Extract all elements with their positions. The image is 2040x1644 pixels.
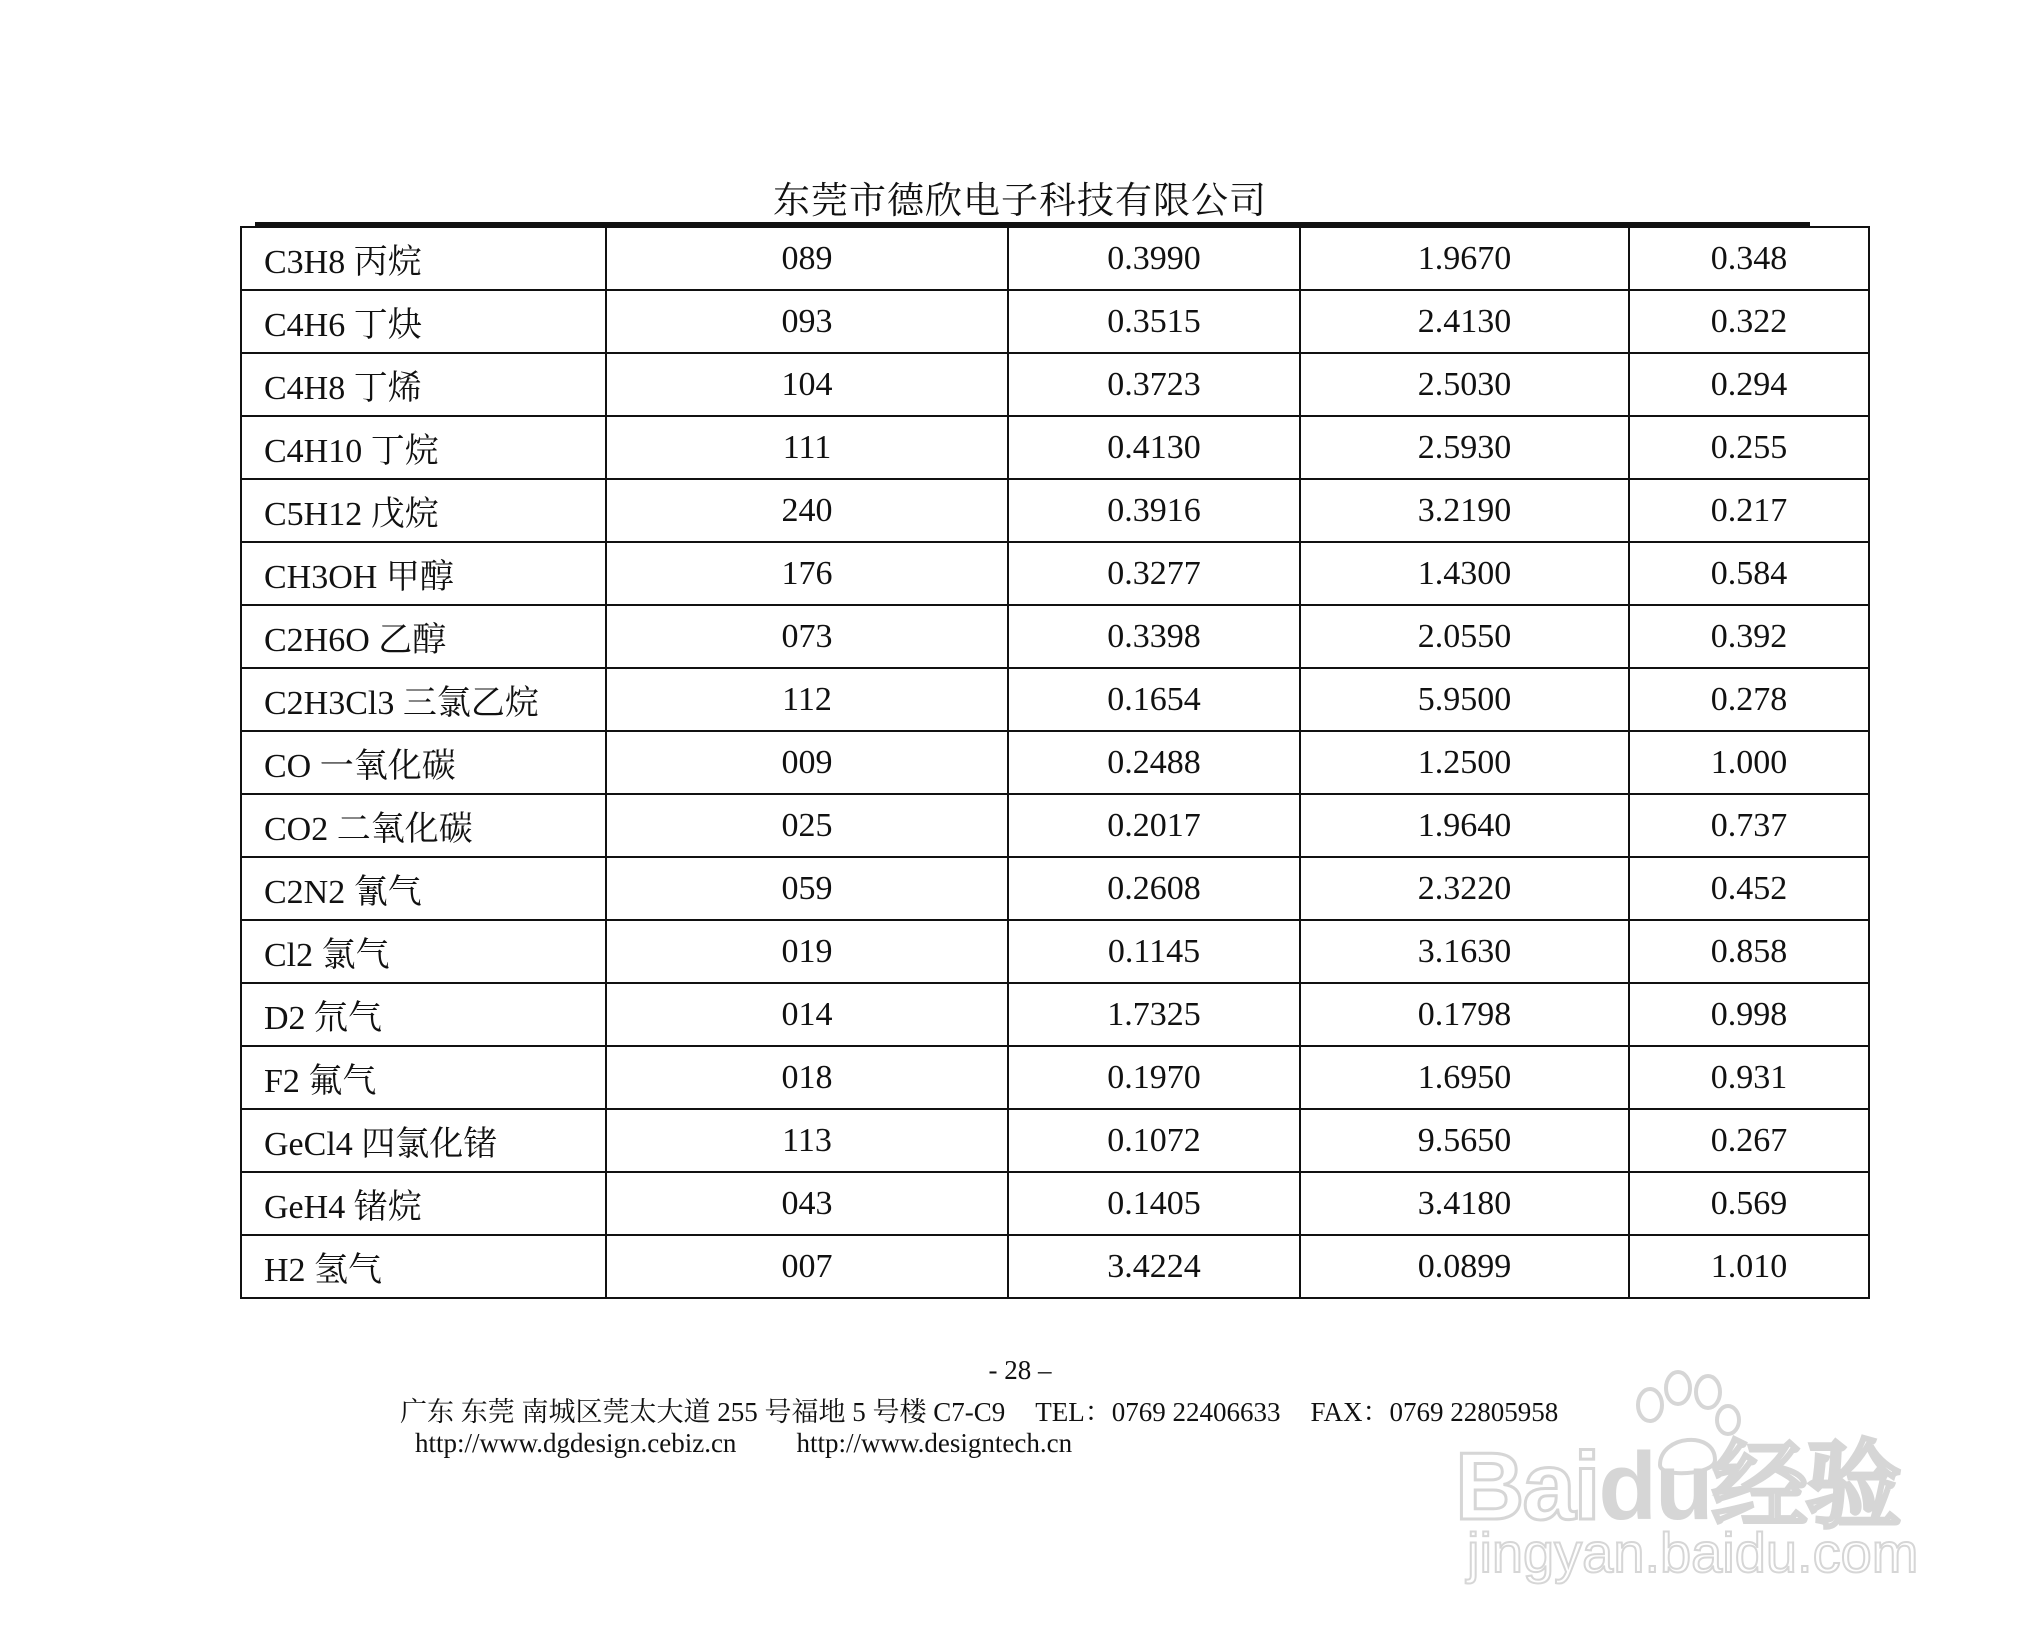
- table-cell: 0.1654: [1008, 668, 1300, 731]
- table-cell: 0.858: [1629, 920, 1869, 983]
- page-number: - 28 –: [988, 1355, 1052, 1385]
- table-row: [241, 542, 1869, 605]
- table-row: [241, 227, 1869, 290]
- table-cell: 025: [606, 794, 1008, 857]
- table-cell: 093: [606, 290, 1008, 353]
- gas-table: [240, 226, 1870, 1299]
- table-cell: 111: [606, 416, 1008, 479]
- table-cell: 0.0899: [1300, 1235, 1629, 1298]
- table-cell: 2.3220: [1300, 857, 1629, 920]
- gas-name-cell: H2 氢气: [241, 1235, 606, 1298]
- table-cell: 0.2608: [1008, 857, 1300, 920]
- table-cell: 0.3398: [1008, 605, 1300, 668]
- table-cell: 9.5650: [1300, 1109, 1629, 1172]
- table-cell: 104: [606, 353, 1008, 416]
- table-cell: 2.0550: [1300, 605, 1629, 668]
- table-cell: 1.9640: [1300, 794, 1629, 857]
- table-cell: 1.9670: [1300, 227, 1629, 290]
- table-row: [241, 479, 1869, 542]
- baidu-watermark: [1455, 1370, 2015, 1610]
- table-cell: 176: [606, 542, 1008, 605]
- table-cell: 0.931: [1629, 1046, 1869, 1109]
- table-row: [241, 857, 1869, 920]
- table-cell: 0.569: [1629, 1172, 1869, 1235]
- footer-url-1[interactable]: http://www.dgdesign.cebiz.cn: [415, 1428, 737, 1458]
- table-cell: 1.6950: [1300, 1046, 1629, 1109]
- table-cell: 2.5930: [1300, 416, 1629, 479]
- gas-name-cell: CO2 二氧化碳: [241, 794, 606, 857]
- table-cell: 3.1630: [1300, 920, 1629, 983]
- gas-name-cell: C4H8 丁烯: [241, 353, 606, 416]
- table-cell: 1.7325: [1008, 983, 1300, 1046]
- gas-table-body: [241, 227, 1869, 1298]
- table-cell: 2.5030: [1300, 353, 1629, 416]
- table-cell: 5.9500: [1300, 668, 1629, 731]
- table-cell: 0.217: [1629, 479, 1869, 542]
- gas-name-cell: C3H8 丙烷: [241, 227, 606, 290]
- company-name: 东莞市德欣电子科技有限公司: [773, 181, 1267, 222]
- table-row: [241, 668, 1869, 731]
- table-cell: 0.2488: [1008, 731, 1300, 794]
- gas-name-cell: C5H12 戊烷: [241, 479, 606, 542]
- gas-name-cell: CO 一氧化碳: [241, 731, 606, 794]
- table-cell: 0.322: [1629, 290, 1869, 353]
- table-cell: 0.1145: [1008, 920, 1300, 983]
- table-cell: 1.010: [1629, 1235, 1869, 1298]
- table-row: [241, 1109, 1869, 1172]
- table-cell: 0.255: [1629, 416, 1869, 479]
- table-cell: 0.3990: [1008, 227, 1300, 290]
- table-cell: 019: [606, 920, 1008, 983]
- gas-name-cell: C2H3Cl3 三氯乙烷: [241, 668, 606, 731]
- footer-address-line: [400, 1390, 1558, 1429]
- watermark-url: jingyan.baidu.com: [1467, 1521, 1919, 1584]
- table-cell: 0.1970: [1008, 1046, 1300, 1109]
- gas-name-cell: C2H6O 乙醇: [241, 605, 606, 668]
- table-cell: 0.4130: [1008, 416, 1300, 479]
- gas-name-cell: Cl2 氯气: [241, 920, 606, 983]
- table-cell: 018: [606, 1046, 1008, 1109]
- footer-urls: [415, 1428, 1072, 1459]
- table-cell: 0.348: [1629, 227, 1869, 290]
- table-cell: 0.584: [1629, 542, 1869, 605]
- table-cell: 0.1798: [1300, 983, 1629, 1046]
- table-cell: 3.4180: [1300, 1172, 1629, 1235]
- table-cell: 014: [606, 983, 1008, 1046]
- footer-fax: FAX：0769 22805958: [1310, 1397, 1559, 1427]
- table-row: [241, 290, 1869, 353]
- table-cell: 0.392: [1629, 605, 1869, 668]
- table-cell: 0.1405: [1008, 1172, 1300, 1235]
- table-row: [241, 1046, 1869, 1109]
- table-cell: 0.267: [1629, 1109, 1869, 1172]
- table-row: [241, 731, 1869, 794]
- table-cell: 3.4224: [1008, 1235, 1300, 1298]
- table-cell: 240: [606, 479, 1008, 542]
- gas-name-cell: F2 氟气: [241, 1046, 606, 1109]
- table-cell: 0.278: [1629, 668, 1869, 731]
- table-row: [241, 416, 1869, 479]
- table-cell: 089: [606, 227, 1008, 290]
- footer-address: 广东 东莞 南城区莞太大道 255 号福地 5 号楼 C7-C9: [400, 1397, 1006, 1427]
- gas-name-cell: C2N2 氰气: [241, 857, 606, 920]
- table-cell: 2.4130: [1300, 290, 1629, 353]
- table-cell: 1.2500: [1300, 731, 1629, 794]
- gas-name-cell: GeCl4 四氯化锗: [241, 1109, 606, 1172]
- table-cell: 1.4300: [1300, 542, 1629, 605]
- table-row: [241, 605, 1869, 668]
- table-cell: 043: [606, 1172, 1008, 1235]
- table-cell: 059: [606, 857, 1008, 920]
- table-cell: 3.2190: [1300, 479, 1629, 542]
- table-cell: 0.2017: [1008, 794, 1300, 857]
- table-cell: 009: [606, 731, 1008, 794]
- table-cell: 0.3277: [1008, 542, 1300, 605]
- gas-name-cell: C4H10 丁烷: [241, 416, 606, 479]
- footer-tel: TEL：0769 22406633: [1035, 1397, 1281, 1427]
- table-cell: 0.294: [1629, 353, 1869, 416]
- gas-name-cell: GeH4 锗烷: [241, 1172, 606, 1235]
- table-row: [241, 1235, 1869, 1298]
- table-row: [241, 983, 1869, 1046]
- table-cell: 0.452: [1629, 857, 1869, 920]
- table-row: [241, 1172, 1869, 1235]
- table-cell: 0.3515: [1008, 290, 1300, 353]
- footer-url-2[interactable]: http://www.designtech.cn: [796, 1428, 1073, 1458]
- table-cell: 1.000: [1629, 731, 1869, 794]
- table-cell: 0.3916: [1008, 479, 1300, 542]
- table-cell: 0.737: [1629, 794, 1869, 857]
- table-cell: 0.998: [1629, 983, 1869, 1046]
- table-cell: 073: [606, 605, 1008, 668]
- gas-name-cell: D2 氘气: [241, 983, 606, 1046]
- table-row: [241, 794, 1869, 857]
- gas-name-cell: CH3OH 甲醇: [241, 542, 606, 605]
- table-cell: 0.1072: [1008, 1109, 1300, 1172]
- table-row: [241, 920, 1869, 983]
- table-cell: 113: [606, 1109, 1008, 1172]
- table-cell: 112: [606, 668, 1008, 731]
- table-row: [241, 353, 1869, 416]
- gas-name-cell: C4H6 丁炔: [241, 290, 606, 353]
- table-cell: 0.3723: [1008, 353, 1300, 416]
- watermark-brand: Baidu经验: [1455, 1433, 1900, 1540]
- table-cell: 007: [606, 1235, 1008, 1298]
